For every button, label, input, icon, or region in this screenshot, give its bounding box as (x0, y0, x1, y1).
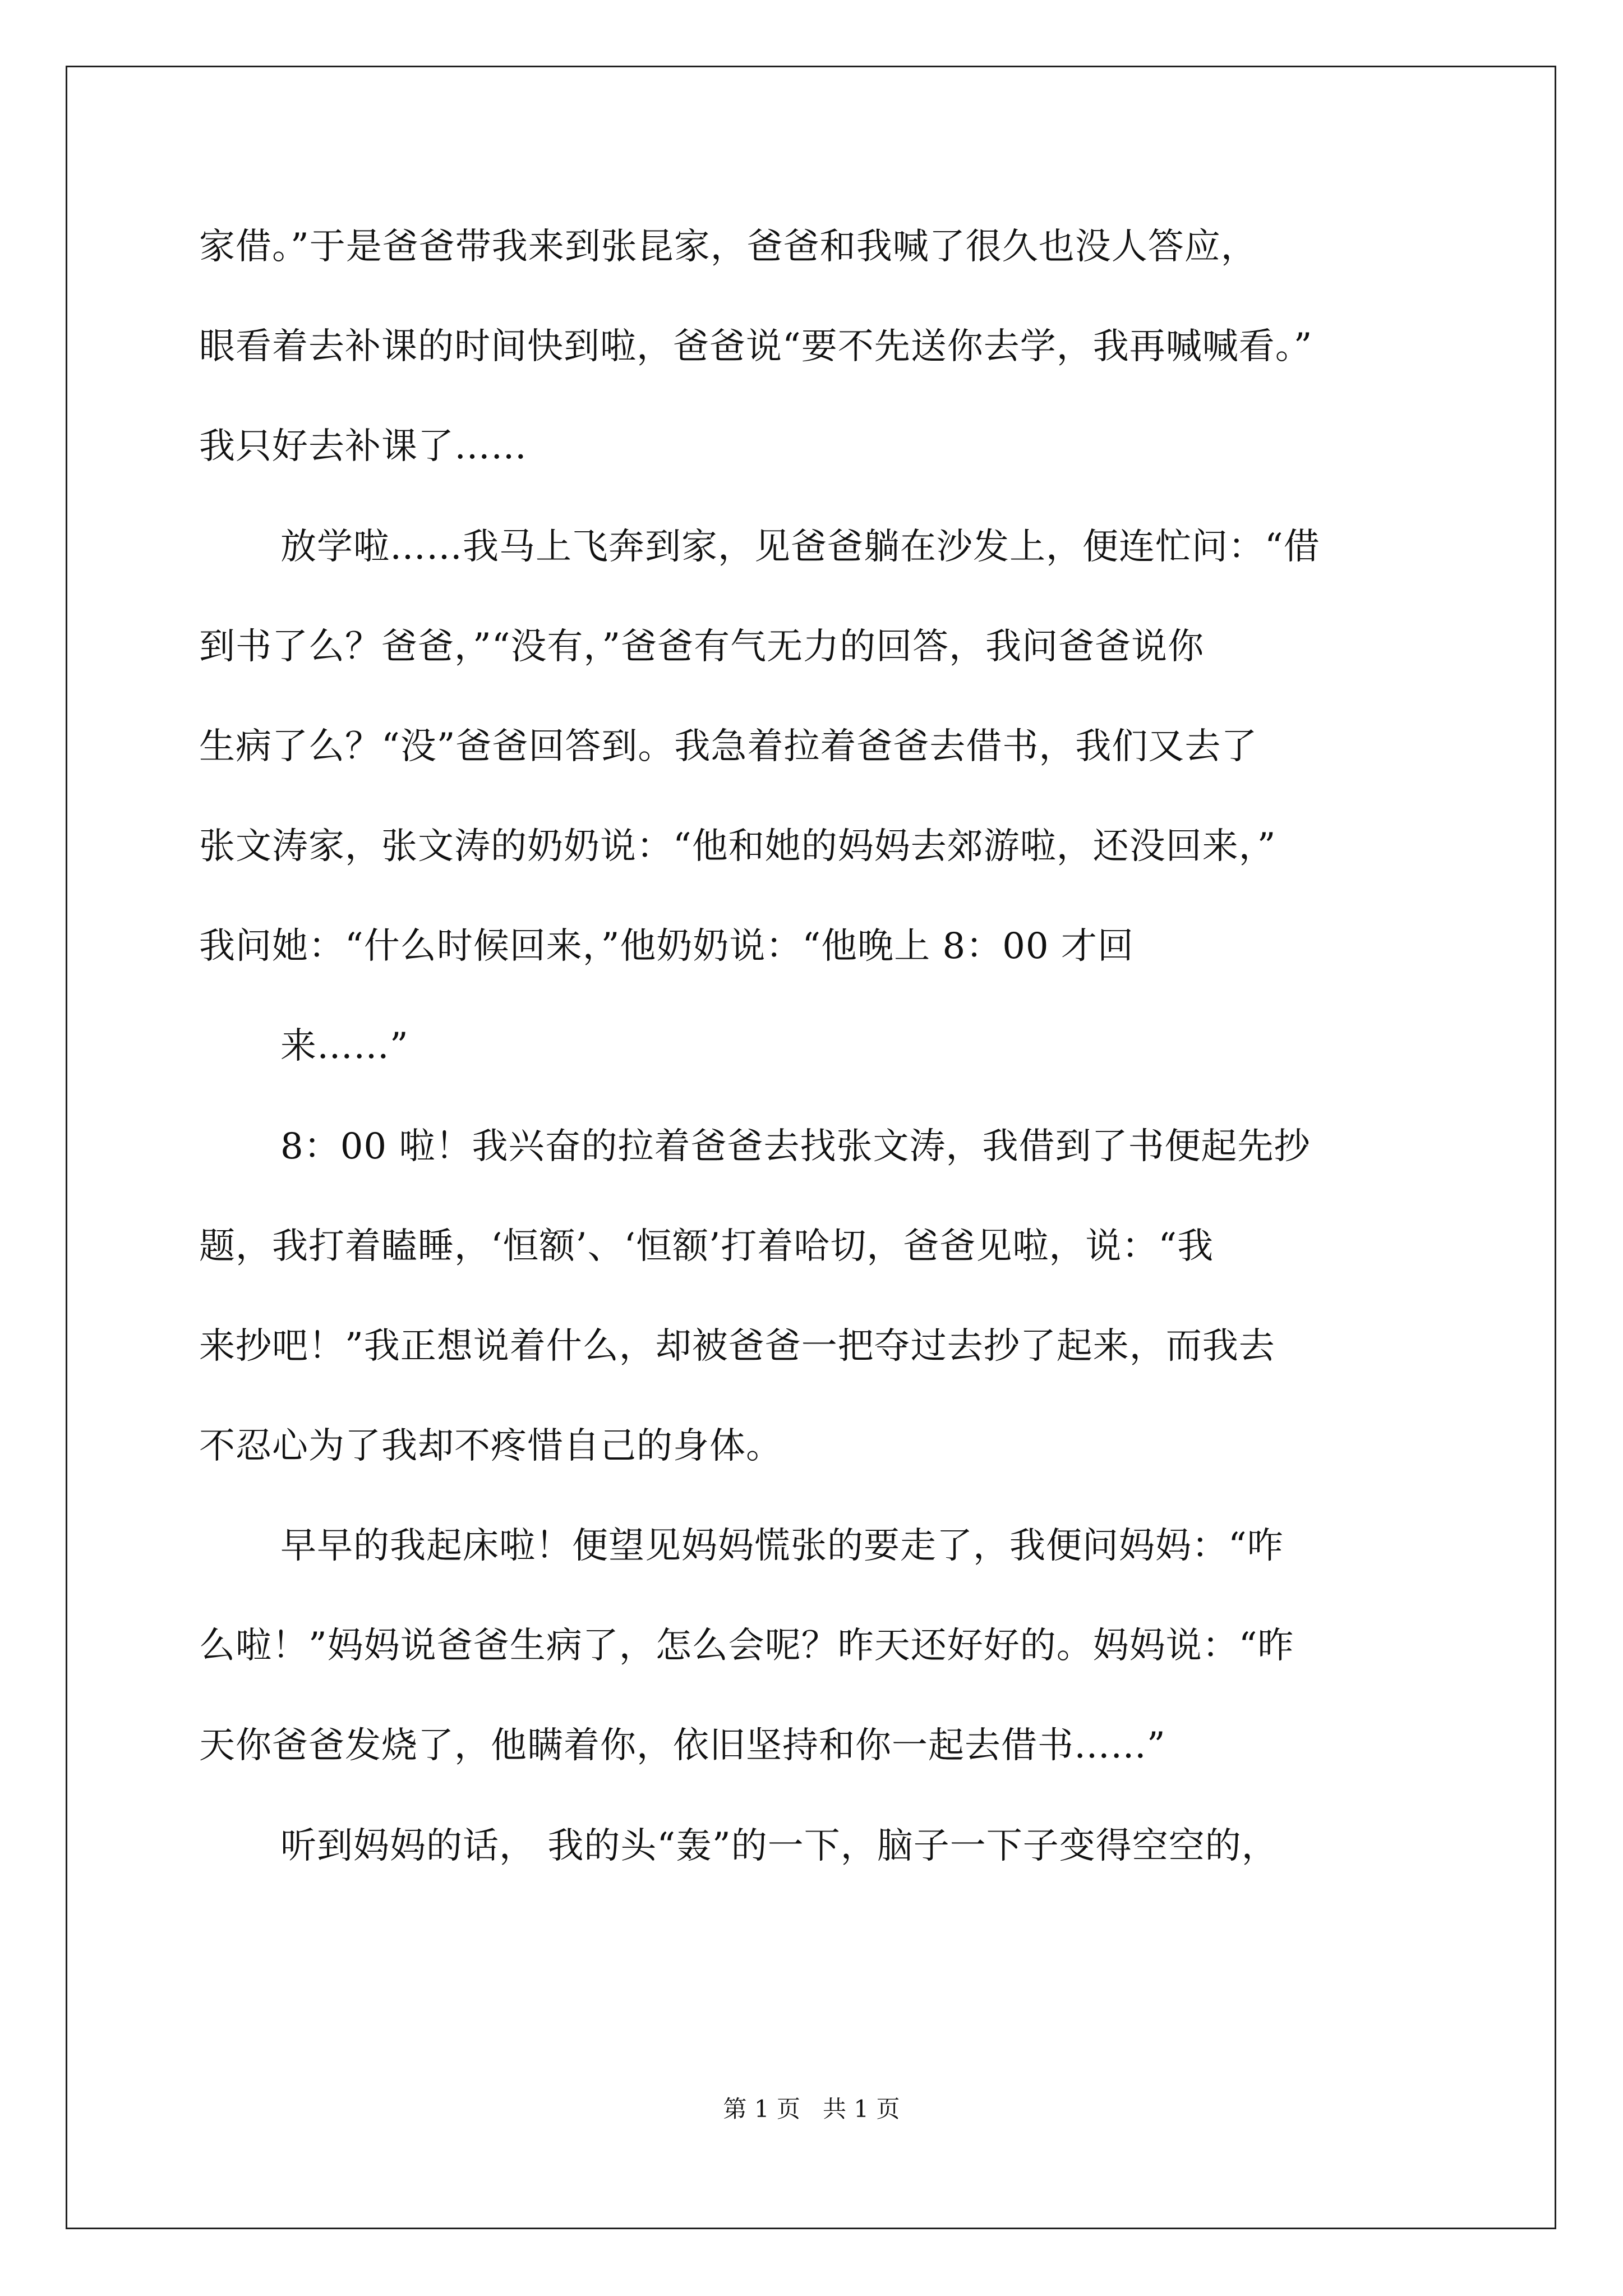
text-line-12: 来抄吧！”我正想说着什么，却被爸爸一把夺过去抄了起来，而我去 (199, 1326, 1275, 1367)
text-line-5: 到书了么？爸爸，”“没有，”爸爸有气无力的回答，我问爸爸说你 (199, 626, 1205, 668)
text-line-6: 生病了么？“没”爸爸回答到。我急着拉着爸爸去借书，我们又去了 (199, 726, 1258, 767)
text-line-1: 家借。”于是爸爸带我来到张昆家，爸爸和我喊了很久也没人答应， (199, 226, 1257, 268)
page-footer: 第 1 页 共 1 页 (723, 2095, 900, 2123)
text-line-9: 来……” (280, 1025, 409, 1067)
text-line-8: 我问她：“什么时候回来，”他奶奶说：“他晚上 8：00 才回 (199, 926, 1134, 967)
text-line-7: 张文涛家，张文涛的奶奶说：“他和她的妈妈去郊游啦，还没回来，” (199, 826, 1276, 867)
text-line-16: 天你爸爸发烧了，他瞒着你，依旧坚持和你一起去借书……” (199, 1725, 1166, 1766)
text-line-15: 么啦！”妈妈说爸爸生病了，怎么会呢？昨天还好好的。妈妈说：“昨 (199, 1625, 1294, 1667)
text-line-13: 不忍心为了我却不疼惜自己的身体。 (199, 1425, 782, 1467)
text-line-11: 题，我打着瞌睡，‘恒额’、‘恒额’打着哈切，爸爸见啦，说：“我 (199, 1226, 1214, 1267)
text-line-3: 我只好去补课了…… (199, 426, 527, 467)
text-line-2: 眼看着去补课的时间快到啦，爸爸说“要不先送你去学，我再喊喊看。” (199, 326, 1313, 367)
text-line-4: 放学啦……我马上飞奔到家，见爸爸躺在沙发上，便连忙问：“借 (280, 526, 1320, 568)
text-line-17: 听到妈妈的话， 我的头“轰”的一下，脑子一下子变得空空的， (280, 1825, 1278, 1867)
text-line-14: 早早的我起床啦！便望见妈妈慌张的要走了，我便问妈妈：“咋 (280, 1525, 1284, 1567)
text-line-10: 8：00 啦！我兴奋的拉着爸爸去找张文涛，我借到了书便起先抄 (280, 1126, 1311, 1167)
